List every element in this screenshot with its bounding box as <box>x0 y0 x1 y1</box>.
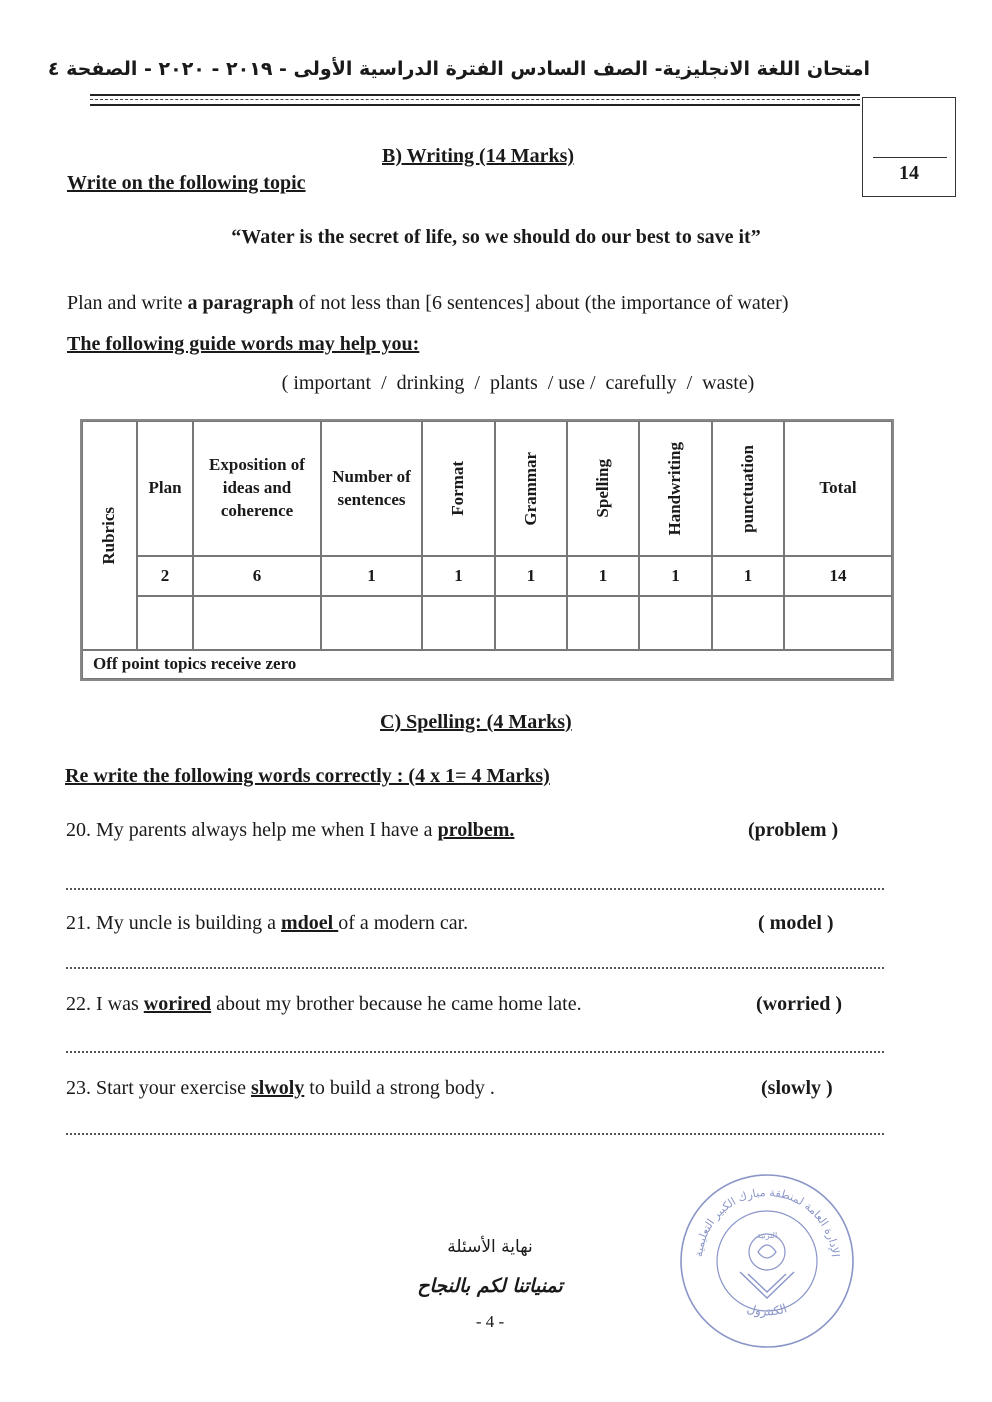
stamp-inner-text: التربية <box>756 1231 778 1240</box>
rubric-header-format-cell <box>422 421 495 556</box>
item-text-end: of a modern car. <box>338 912 469 934</box>
good-luck-text: تمنياتنا لكم بالنجاح <box>417 1275 563 1297</box>
rubric-score-handwriting[interactable] <box>639 596 712 650</box>
misspelled-word: slwoly <box>250 1077 305 1099</box>
total-mark-box <box>862 97 956 197</box>
spelling-answer-20: (problem ) <box>748 819 839 841</box>
rubric-score-spelling[interactable] <box>567 596 639 650</box>
rubric-header-spelling: Spelling <box>592 459 612 518</box>
stamp-bottom-text: الكنترول <box>745 1301 789 1319</box>
spelling-instruction: Re write the following words correctly : (4 x 1= 4 Marks) <box>65 765 550 787</box>
guide-words: ( important / drinking / plants / use / carefully / waste) <box>281 372 755 394</box>
rubric-mark-exposition: 6 <box>193 556 321 596</box>
rubric-mark-number-of-sentences: 1 <box>321 556 422 596</box>
rubric-header-handwriting: Handwriting <box>665 441 685 536</box>
spelling-answer-22: (worried ) <box>756 993 843 1015</box>
rubric-score-number-of-sentences[interactable] <box>321 596 422 650</box>
spelling-heading: C) Spelling: (4 Marks) <box>380 711 572 733</box>
rubric-mark-format: 1 <box>422 556 495 596</box>
rubric-note: Off point topics receive zero <box>82 650 892 679</box>
writing-instruction: Write on the following topic <box>67 172 306 194</box>
spelling-item-21 <box>66 912 468 935</box>
rubric-score-punctuation[interactable] <box>712 596 784 650</box>
rubric-header-number-of-sentences: Number of sentences <box>321 421 422 556</box>
rubric-score-grammar[interactable] <box>495 596 567 650</box>
item-text-start: 20. My parents always help me when I have a <box>66 819 438 841</box>
misspelled-word: prolbem. <box>437 819 515 841</box>
plan-text-bold: a paragraph <box>187 292 294 314</box>
rubric-row-label: Rubrics <box>99 506 119 565</box>
rubric-score-exposition[interactable] <box>193 596 321 650</box>
rubric-header-handwriting-cell <box>639 421 712 556</box>
header-rule-bottom <box>90 104 860 106</box>
stamp-inner-ring <box>717 1211 817 1311</box>
plan-text-end: of not less than [6 sentences] about (the importance of water) <box>293 292 789 314</box>
stamp-outer-text: الإدارة العامة لمنطقة مبارك الكبير التعليمية <box>692 1185 842 1258</box>
item-text-start: 23. Start your exercise <box>66 1077 251 1099</box>
rubric-score-format[interactable] <box>422 596 495 650</box>
plan-text-start: Plan and write <box>67 292 188 314</box>
rubric-table <box>80 419 894 681</box>
plan-instruction <box>67 292 788 315</box>
writing-heading: B) Writing (14 Marks) <box>382 145 575 167</box>
spelling-item-23 <box>66 1077 495 1100</box>
rubric-score-plan[interactable] <box>137 596 193 650</box>
writing-topic-quote: “Water is the secret of life, so we should do our best to save it” <box>231 226 761 248</box>
misspelled-word: worired <box>143 993 212 1015</box>
rubric-header-exposition: Exposition of ideas and coherence <box>193 421 321 556</box>
guide-words-heading: The following guide words may help you: <box>67 333 420 355</box>
page-number: - 4 - <box>475 1312 505 1331</box>
rubric-row-label-cell <box>82 421 137 650</box>
rubric-header-spelling-cell <box>567 421 639 556</box>
rubric-header-punctuation-cell <box>712 421 784 556</box>
spelling-item-20 <box>66 819 514 842</box>
exam-header-title: امتحان اللغة الانجليزية- الصف السادس الفترة الدراسية الأولى - ٢٠١٩ - ٢٠٢٠ - الصفحة ٤ <box>47 58 870 80</box>
answer-line-22[interactable] <box>66 1051 884 1053</box>
item-text-start: 21. My uncle is building a <box>66 912 281 934</box>
rubric-header-grammar-cell <box>495 421 567 556</box>
stamp-outer-ring <box>681 1175 853 1347</box>
answer-line-21[interactable] <box>66 967 884 969</box>
rubric-mark-handwriting: 1 <box>639 556 712 596</box>
spelling-answer-23: (slowly ) <box>761 1077 833 1099</box>
stamp-emblem-wings <box>740 1272 794 1298</box>
item-text-end: about my brother because he came home late. <box>211 993 582 1015</box>
rubric-mark-punctuation: 1 <box>712 556 784 596</box>
mark-box-value: 14 <box>899 162 919 184</box>
spelling-item-22 <box>66 993 582 1016</box>
header-rule <box>90 94 860 96</box>
item-text-start: 22. I was <box>66 993 144 1015</box>
stamp-emblem-falcon <box>758 1245 776 1258</box>
rubric-header-format: Format <box>448 461 468 516</box>
rubric-header-plan: Plan <box>137 421 193 556</box>
end-of-questions-text: نهاية الأسئلة <box>447 1237 533 1257</box>
rubric-mark-spelling: 1 <box>567 556 639 596</box>
header-rule-dashed <box>90 99 860 100</box>
rubric-header-grammar: Grammar <box>520 451 540 526</box>
item-text-end: to build a strong body . <box>304 1077 495 1099</box>
official-stamp <box>678 1172 856 1350</box>
rubric-mark-total: 14 <box>784 556 892 596</box>
rubric-mark-plan: 2 <box>137 556 193 596</box>
answer-line-20[interactable] <box>66 888 884 890</box>
rubric-header-total: Total <box>784 421 892 556</box>
answer-line-23[interactable] <box>66 1133 884 1135</box>
rubric-mark-grammar: 1 <box>495 556 567 596</box>
mark-box-line <box>873 157 947 158</box>
spelling-answer-21: ( model ) <box>758 912 834 934</box>
misspelled-word: mdoel <box>280 912 339 934</box>
rubric-header-punctuation: punctuation <box>737 444 757 533</box>
rubric-score-total[interactable] <box>784 596 892 650</box>
